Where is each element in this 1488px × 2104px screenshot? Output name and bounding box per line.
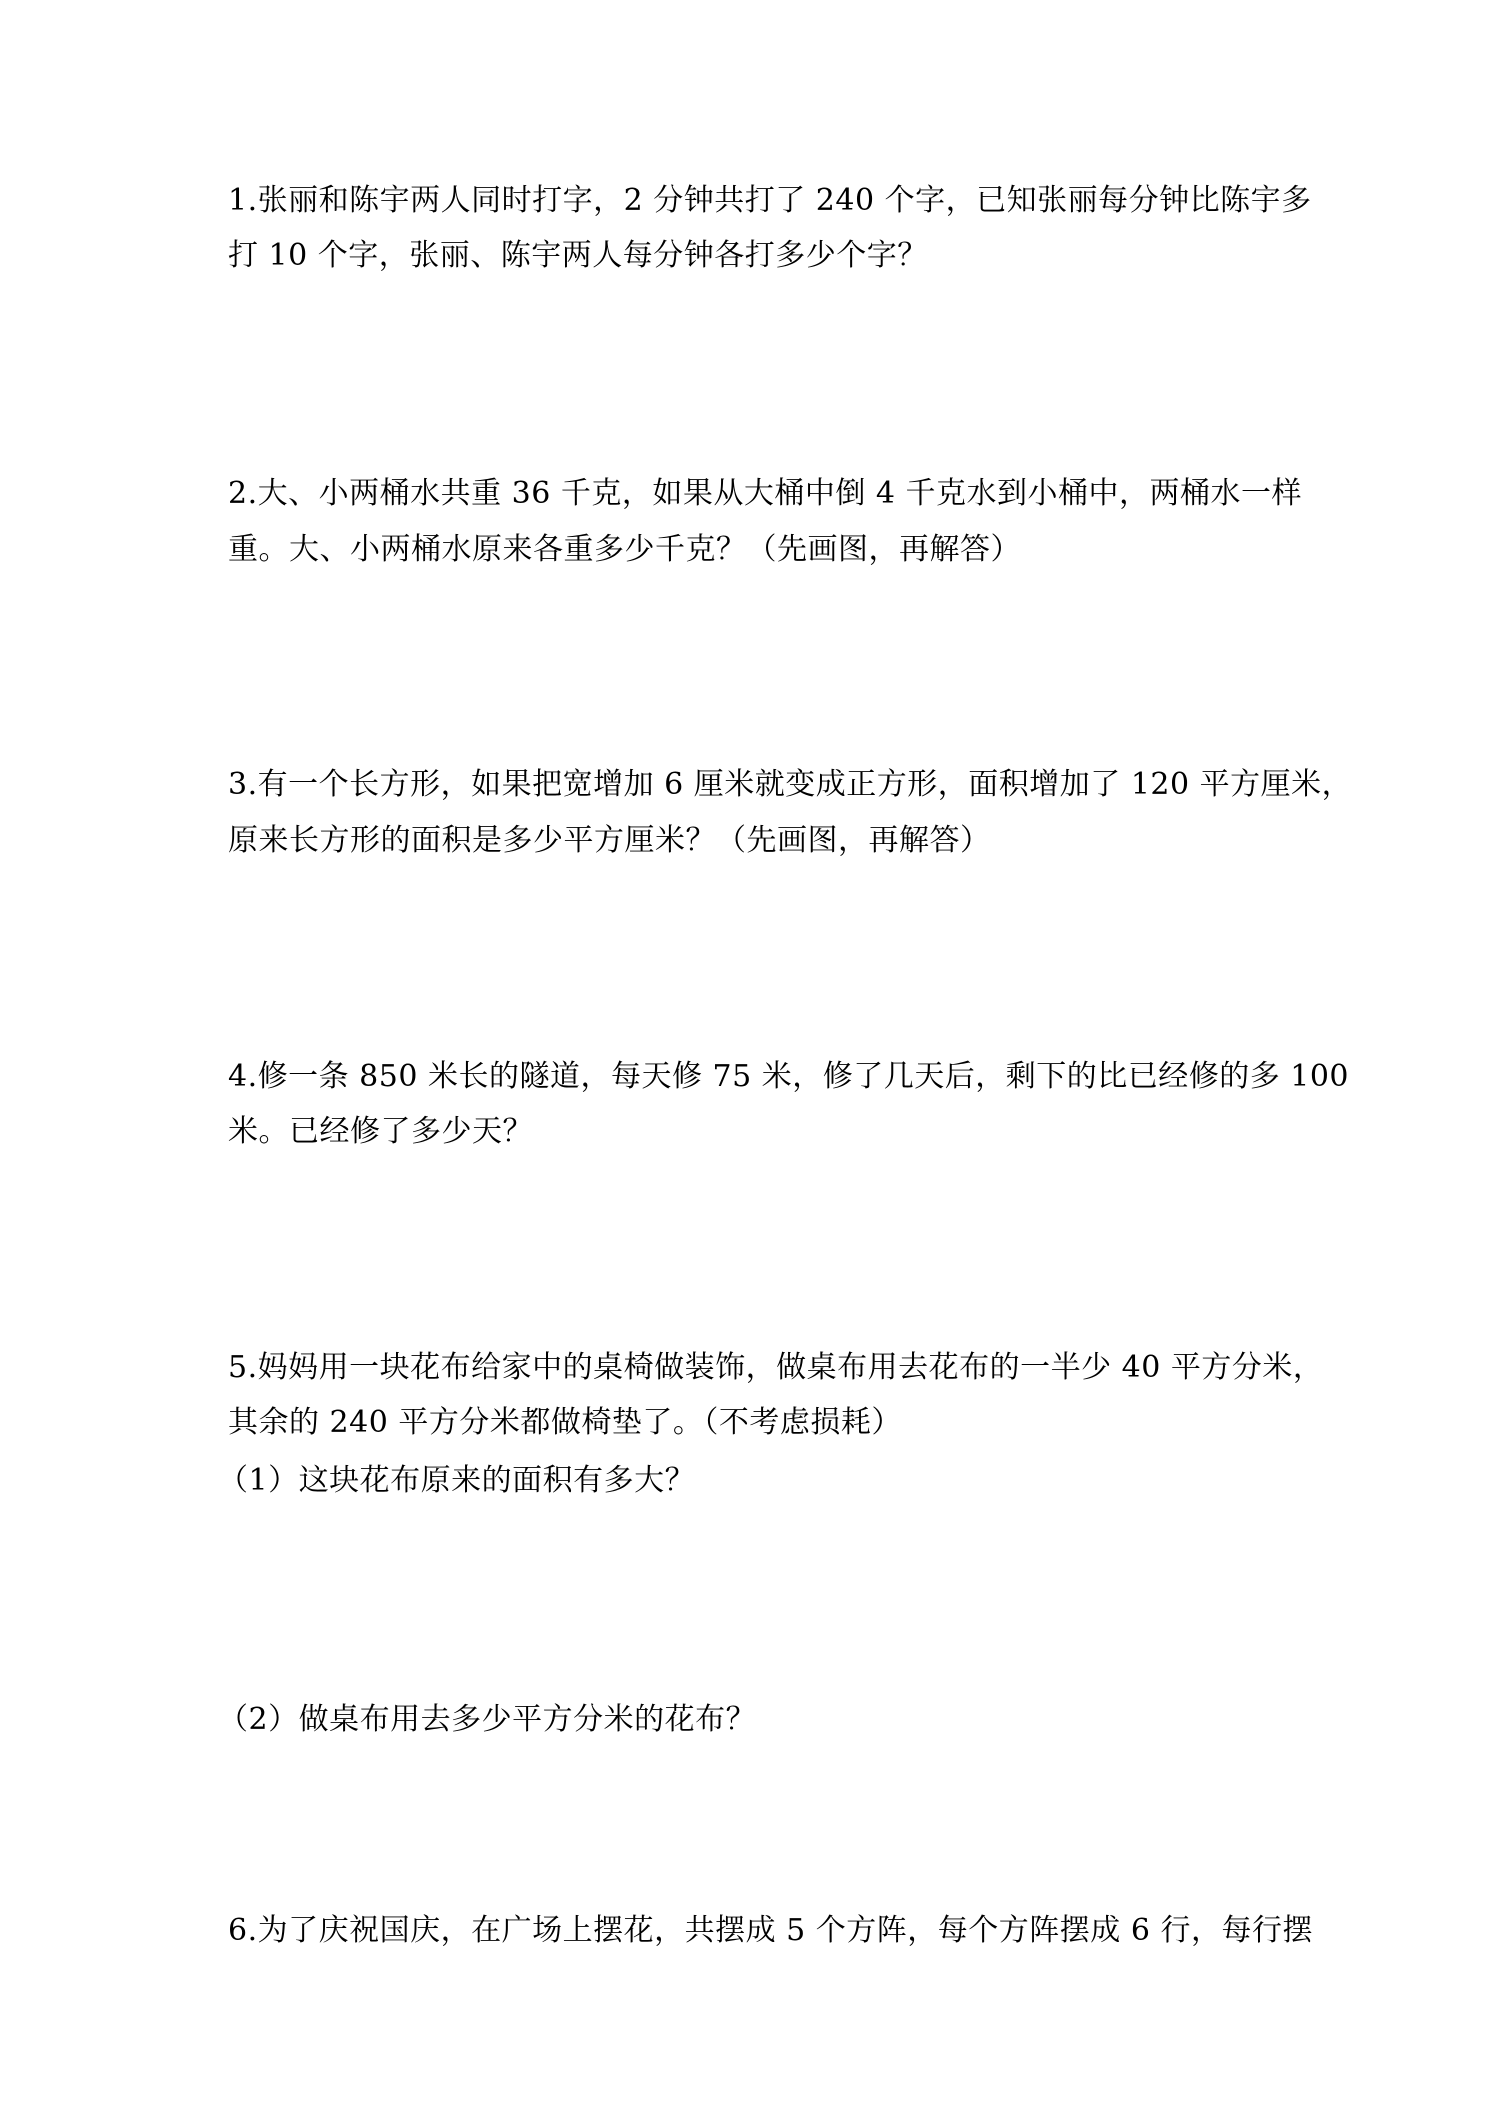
question-5-line-1: 5.妈妈用一块花布给家中的桌椅做装饰，做桌布用去花布的一半少 40 平方分米， xyxy=(228,1350,1324,1385)
question-1-line-1: 1.张丽和陈宇两人同时打字，2 分钟共打了 240 个字，已知张丽每分钟比陈宇多 xyxy=(228,183,1312,218)
question-5-line-2: 其余的 240 平方分米都做椅垫了。（不考虑损耗） xyxy=(228,1405,902,1440)
question-6-line-1: 6.为了庆祝国庆，在广场上摆花，共摆成 5 个方阵，每个方阵摆成 6 行，每行摆 xyxy=(228,1913,1313,1948)
question-2-line-2: 重。大、小两桶水原来各重多少千克？（先画图，再解答） xyxy=(228,532,1021,567)
question-3-line-1: 3.有一个长方形，如果把宽增加 6 厘米就变成正方形，面积增加了 120 平方厘米， xyxy=(228,767,1353,802)
question-1-line-2: 打 10 个字，张丽、陈宇两人每分钟各打多少个字？ xyxy=(228,238,928,273)
question-4-line-1: 4.修一条 850 米长的隧道，每天修 75 米，修了几天后，剩下的比已经修的多 100 xyxy=(228,1059,1349,1094)
question-2-line-1: 2.大、小两桶水共重 36 千克，如果从大桶中倒 4 千克水到小桶中，两桶水一样 xyxy=(228,476,1303,511)
question-3-line-2: 原来长方形的面积是多少平方厘米？（先画图，再解答） xyxy=(228,823,991,858)
question-4-line-2: 米。已经修了多少天？ xyxy=(228,1114,533,1149)
question-5-sub-1: （1）这块花布原来的面积有多大？ xyxy=(218,1463,696,1498)
question-5-sub-2: （2）做桌布用去多少平方分米的花布？ xyxy=(218,1702,757,1737)
